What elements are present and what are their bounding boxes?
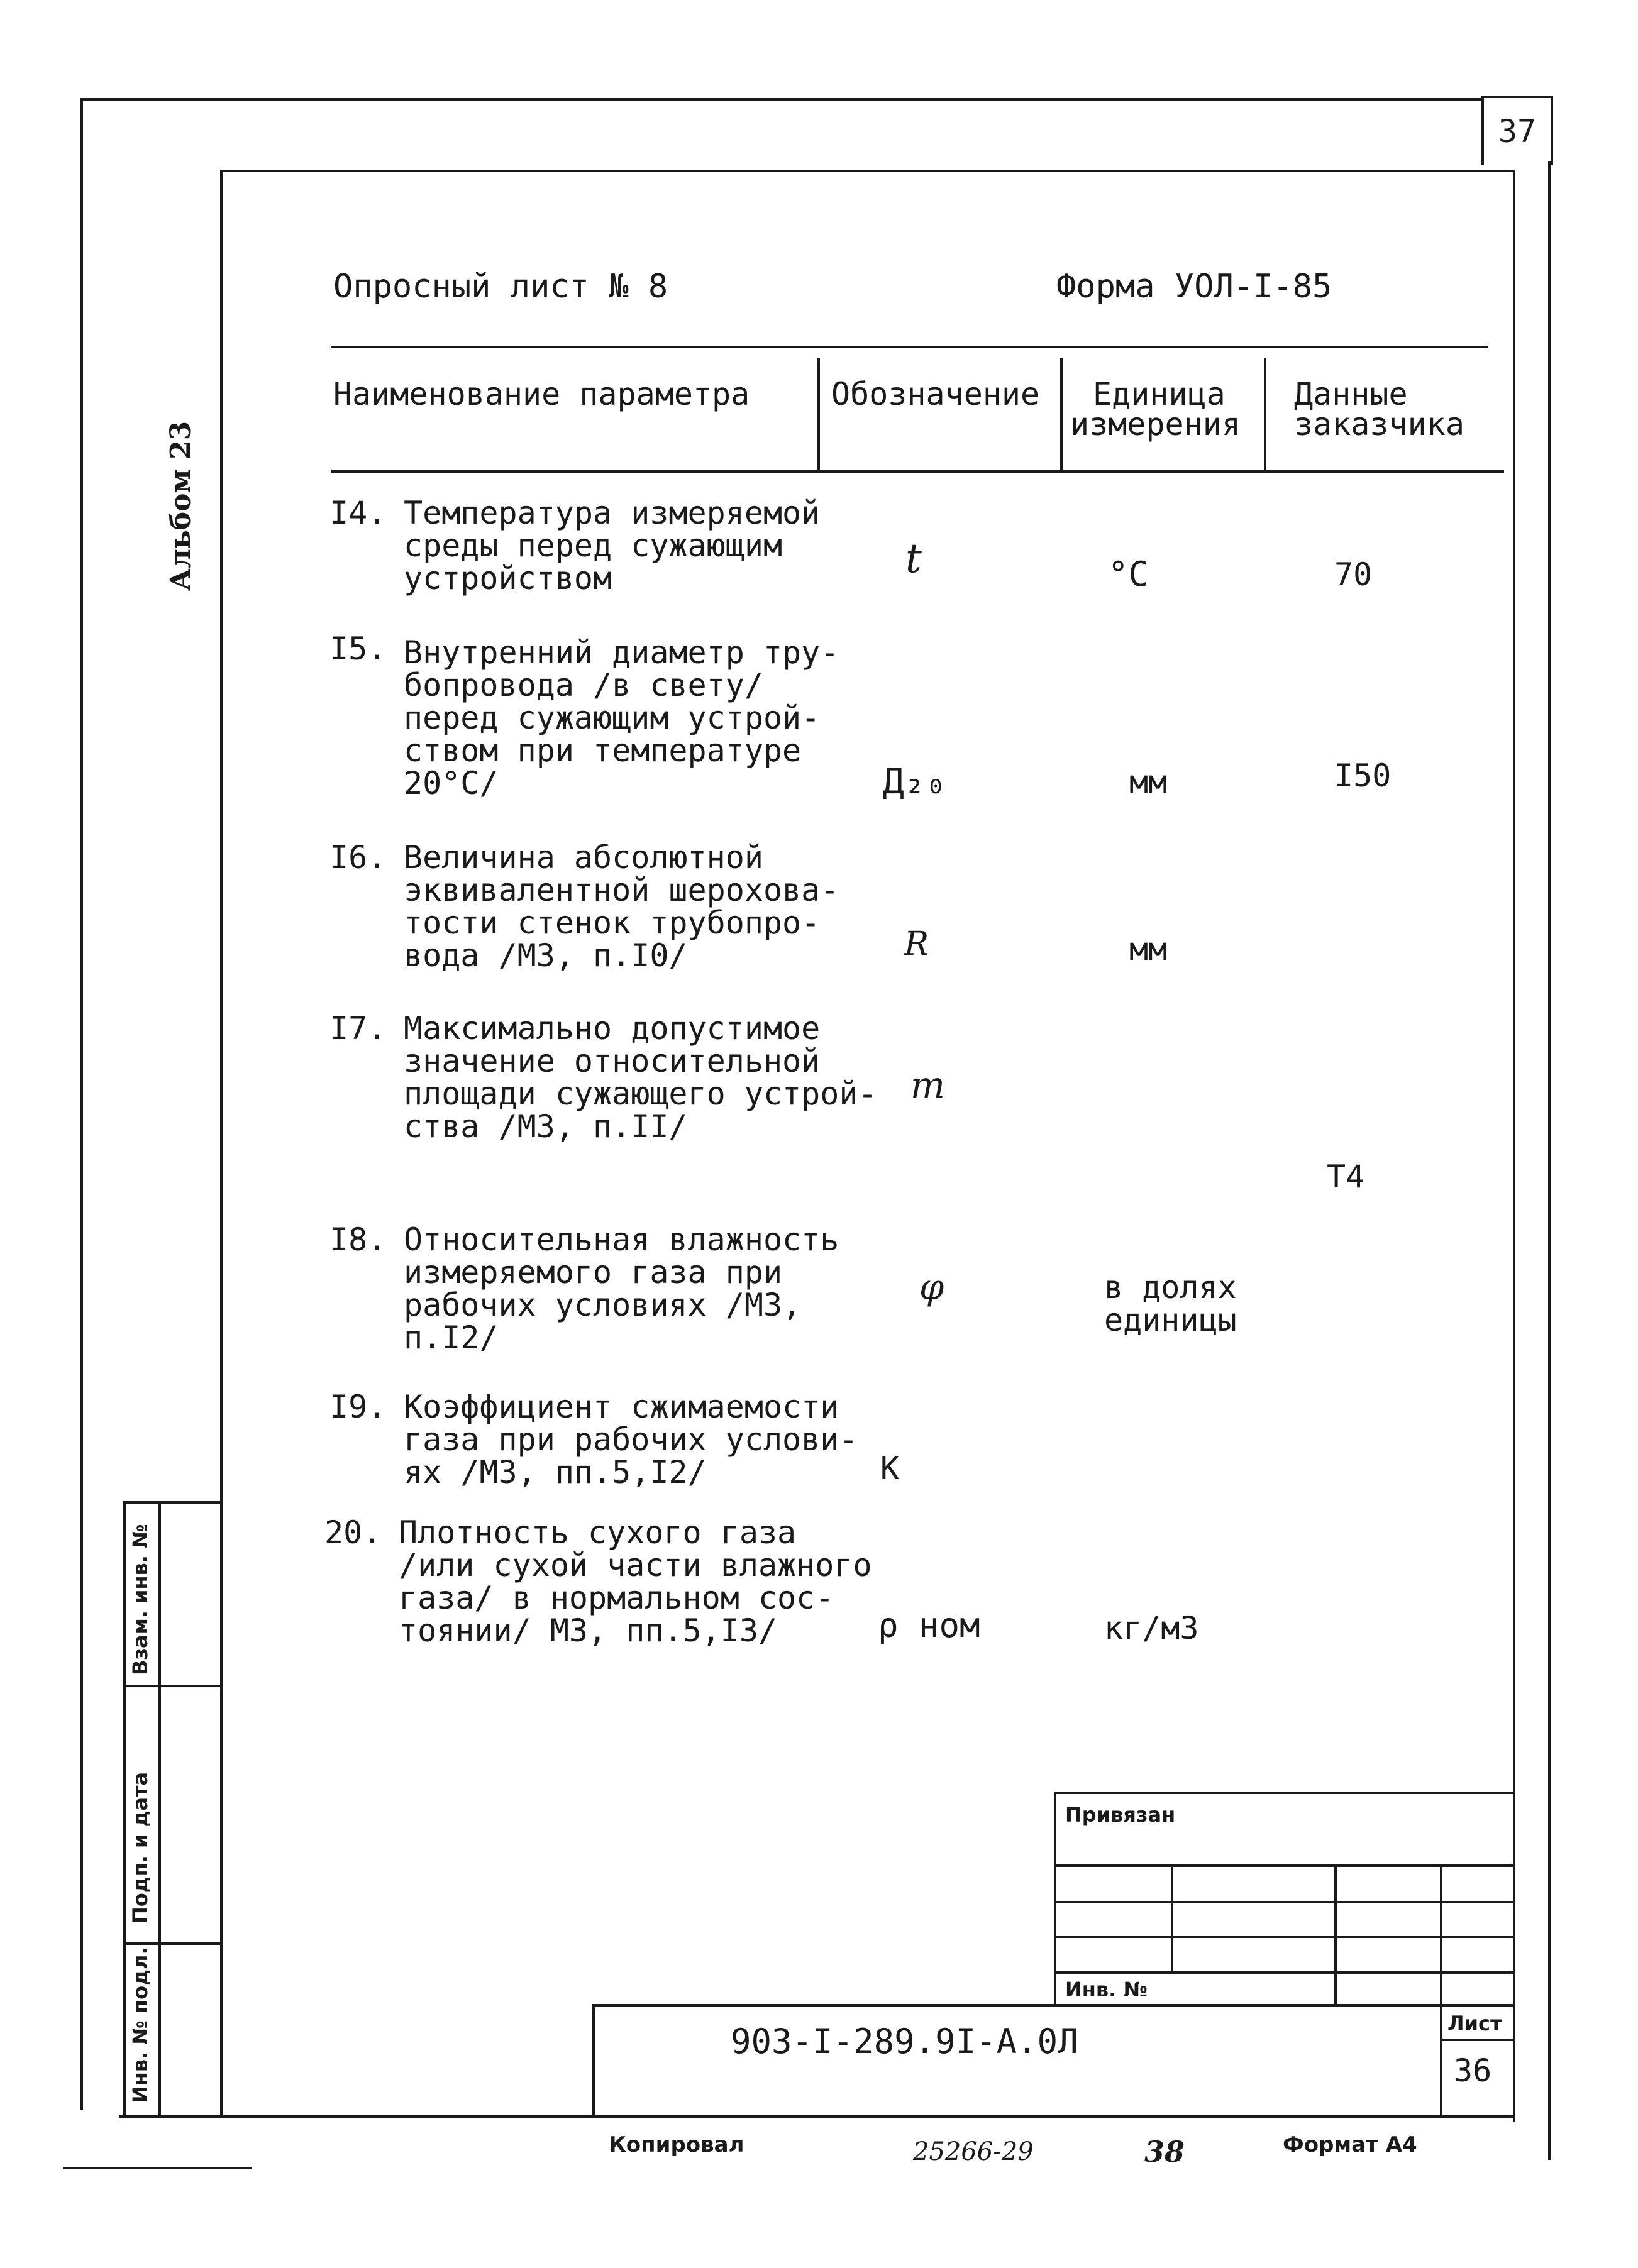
item-14-line-1: Температура измеряемой — [404, 495, 821, 531]
col-head-unit-2: измерения — [1070, 406, 1241, 443]
item-16-line-1: Величина абсолютной — [404, 839, 763, 876]
item-16-symbol: R — [904, 925, 929, 963]
stamp-sheet-row — [1440, 2039, 1514, 2041]
stamp-row-3 — [1054, 1936, 1514, 1938]
stamp-row-4 — [1054, 1971, 1514, 1974]
item-15-line-4: ством при температуре — [404, 732, 802, 769]
item-17-line-3: площади сужающего устрой- — [404, 1076, 877, 1112]
footer-format: Формат А4 — [1283, 2132, 1417, 2157]
item-19-text — [404, 1390, 858, 1489]
item-17-line-4: ства /МЗ, п.II/ — [404, 1108, 688, 1145]
stamp-main-left — [592, 2004, 595, 2116]
col-head-symbol: Обозначение — [831, 376, 1040, 412]
item-15-line-2: бопровода /в свету/ — [404, 667, 763, 703]
item-14-num: I4. — [329, 495, 387, 531]
frame-right-inner — [1513, 170, 1515, 2122]
frame-left-inner — [220, 170, 223, 2116]
item-16-text — [404, 841, 839, 972]
col-head-name: Наименование параметра — [333, 376, 750, 412]
col-head-unit-1: Единица — [1093, 376, 1226, 412]
item-15-symbol: Д₂₀ — [883, 761, 947, 802]
header-left: Опросный лист № 8 — [333, 268, 668, 306]
item-16-line-3: тости стенок трубопро- — [404, 905, 821, 941]
strip-div-1 — [123, 1685, 221, 1687]
item-19-num: I9. — [329, 1389, 387, 1425]
strip-div-2 — [123, 1942, 221, 1945]
item-18-symbol: φ — [919, 1267, 944, 1308]
item-17-line-1: Максимально допустимое — [404, 1010, 821, 1047]
item-19-line-1: Коэффициент сжимаемости — [404, 1389, 839, 1425]
strip-top — [123, 1501, 221, 1504]
item-18-line-4: п.I2/ — [404, 1319, 499, 1356]
strip-label-inv-podl: Инв. № подл. — [128, 1947, 152, 2103]
col-divider-3 — [1264, 358, 1266, 471]
item-16-unit: мм — [1129, 931, 1168, 967]
item-19-line-2: газа при рабочих услови- — [404, 1421, 858, 1458]
col-head-data-1: Данные — [1294, 376, 1408, 412]
stamp-privyazan: Привязан — [1065, 1803, 1176, 1827]
footer-page: 38 — [1144, 2135, 1185, 2169]
item-18-line-2: измеряемого газа при — [404, 1254, 783, 1291]
stamp-main-top — [594, 2004, 1514, 2007]
frame-right-outer — [1548, 161, 1551, 2160]
strip-label-vzam-inv: Взам. инв. № — [128, 1524, 152, 1675]
stamp-sheet-number: 36 — [1454, 2052, 1492, 2089]
item-20-num: 20. — [324, 1514, 382, 1551]
item-17-symbol: m — [910, 1064, 945, 1106]
stamp-col-2 — [1334, 1864, 1337, 2005]
frame-top-outer — [82, 98, 1484, 101]
footer-left-rule — [63, 2167, 252, 2169]
item-15-line-3: перед сужающим устрой- — [404, 700, 821, 736]
item-18-text — [404, 1223, 839, 1354]
stamp-row-1 — [1054, 1864, 1514, 1867]
item-14-symbol: t — [905, 536, 922, 582]
col-divider-1 — [817, 358, 820, 471]
item-20-unit: кг/м3 — [1104, 1610, 1199, 1646]
item-18-line-1: Относительная влажность — [404, 1221, 839, 1258]
album-label: Альбом 23 — [165, 421, 197, 591]
item-17-data: T4 — [1327, 1159, 1365, 1195]
stamp-inv-no: Инв. № — [1065, 1978, 1148, 2001]
table-head-rule — [331, 470, 1504, 473]
frame-top-inner — [221, 170, 1514, 172]
stamp-doc-code: 903-I-289.9I-A.0Л — [731, 2022, 1078, 2061]
item-14-line-2: среды перед сужающим — [404, 527, 783, 564]
item-18-unit-line-2: единицы — [1104, 1302, 1237, 1338]
item-20-line-1: Плотность сухого газа — [399, 1514, 797, 1551]
table-top-rule — [331, 346, 1488, 348]
item-15-line-1: Внутренний диаметр тру- — [404, 634, 839, 671]
strip-label-podp-data: Подп. и дата — [128, 1771, 152, 1924]
item-16-num: I6. — [329, 839, 387, 876]
item-20-line-2: /или сухой части влажного — [399, 1547, 872, 1583]
item-18-unit-line-1: в долях — [1104, 1269, 1237, 1306]
item-14-data: 70 — [1334, 556, 1373, 593]
item-20-text — [399, 1516, 872, 1647]
stamp-row-2 — [1054, 1901, 1514, 1903]
header-right: Форма УОЛ-I-85 — [1056, 268, 1332, 306]
stamp-sheet-divider — [1440, 2004, 1442, 2116]
item-17-line-2: значение относительной — [404, 1043, 821, 1079]
strip-col-mid — [158, 1502, 161, 2116]
item-15-num: I5. — [329, 630, 387, 667]
footer-copied: Копировал — [609, 2132, 744, 2157]
item-20-symbol: ρ ном — [878, 1605, 980, 1645]
item-18-line-3: рабочих условиях /МЗ, — [404, 1287, 802, 1323]
page-number: 37 — [1498, 113, 1537, 150]
item-14-unit: °C — [1108, 554, 1149, 594]
item-17-num: I7. — [329, 1010, 387, 1047]
stamp-col-3 — [1440, 1864, 1442, 2005]
stamp-sheet-label: Лист — [1447, 2012, 1502, 2035]
item-19-line-3: ях /МЗ, пп.5,I2/ — [404, 1454, 707, 1490]
page-number-box — [1481, 96, 1553, 165]
footer-number: 25266-29 — [913, 2137, 1034, 2166]
item-14-line-3: устройством — [404, 560, 612, 597]
item-16-line-4: вода /МЗ, п.I0/ — [404, 937, 688, 974]
item-16-line-2: эквивалентной шерохова- — [404, 872, 839, 908]
stamp-col-1 — [1171, 1864, 1173, 1973]
item-20-line-4: тоянии/ МЗ, пп.5,I3/ — [399, 1612, 778, 1649]
item-15-data: I50 — [1334, 757, 1392, 794]
col-head-data-2: заказчика — [1294, 406, 1464, 443]
item-17-text — [404, 1012, 877, 1143]
frame-left-outer — [80, 98, 83, 2110]
item-15-text — [404, 636, 839, 800]
item-14-text — [404, 497, 820, 595]
stamp-top — [1054, 1792, 1514, 1794]
strip-col-left — [123, 1502, 126, 2116]
item-18-num: I8. — [329, 1221, 387, 1258]
item-15-line-5: 20°C/ — [404, 765, 499, 801]
frame-bottom — [119, 2115, 1515, 2118]
item-19-symbol: K — [880, 1450, 900, 1487]
item-20-line-3: газа/ в нормальном сос- — [399, 1580, 834, 1616]
col-divider-2 — [1060, 358, 1063, 471]
item-15-unit: мм — [1129, 764, 1168, 800]
item-18-unit — [1104, 1271, 1237, 1336]
